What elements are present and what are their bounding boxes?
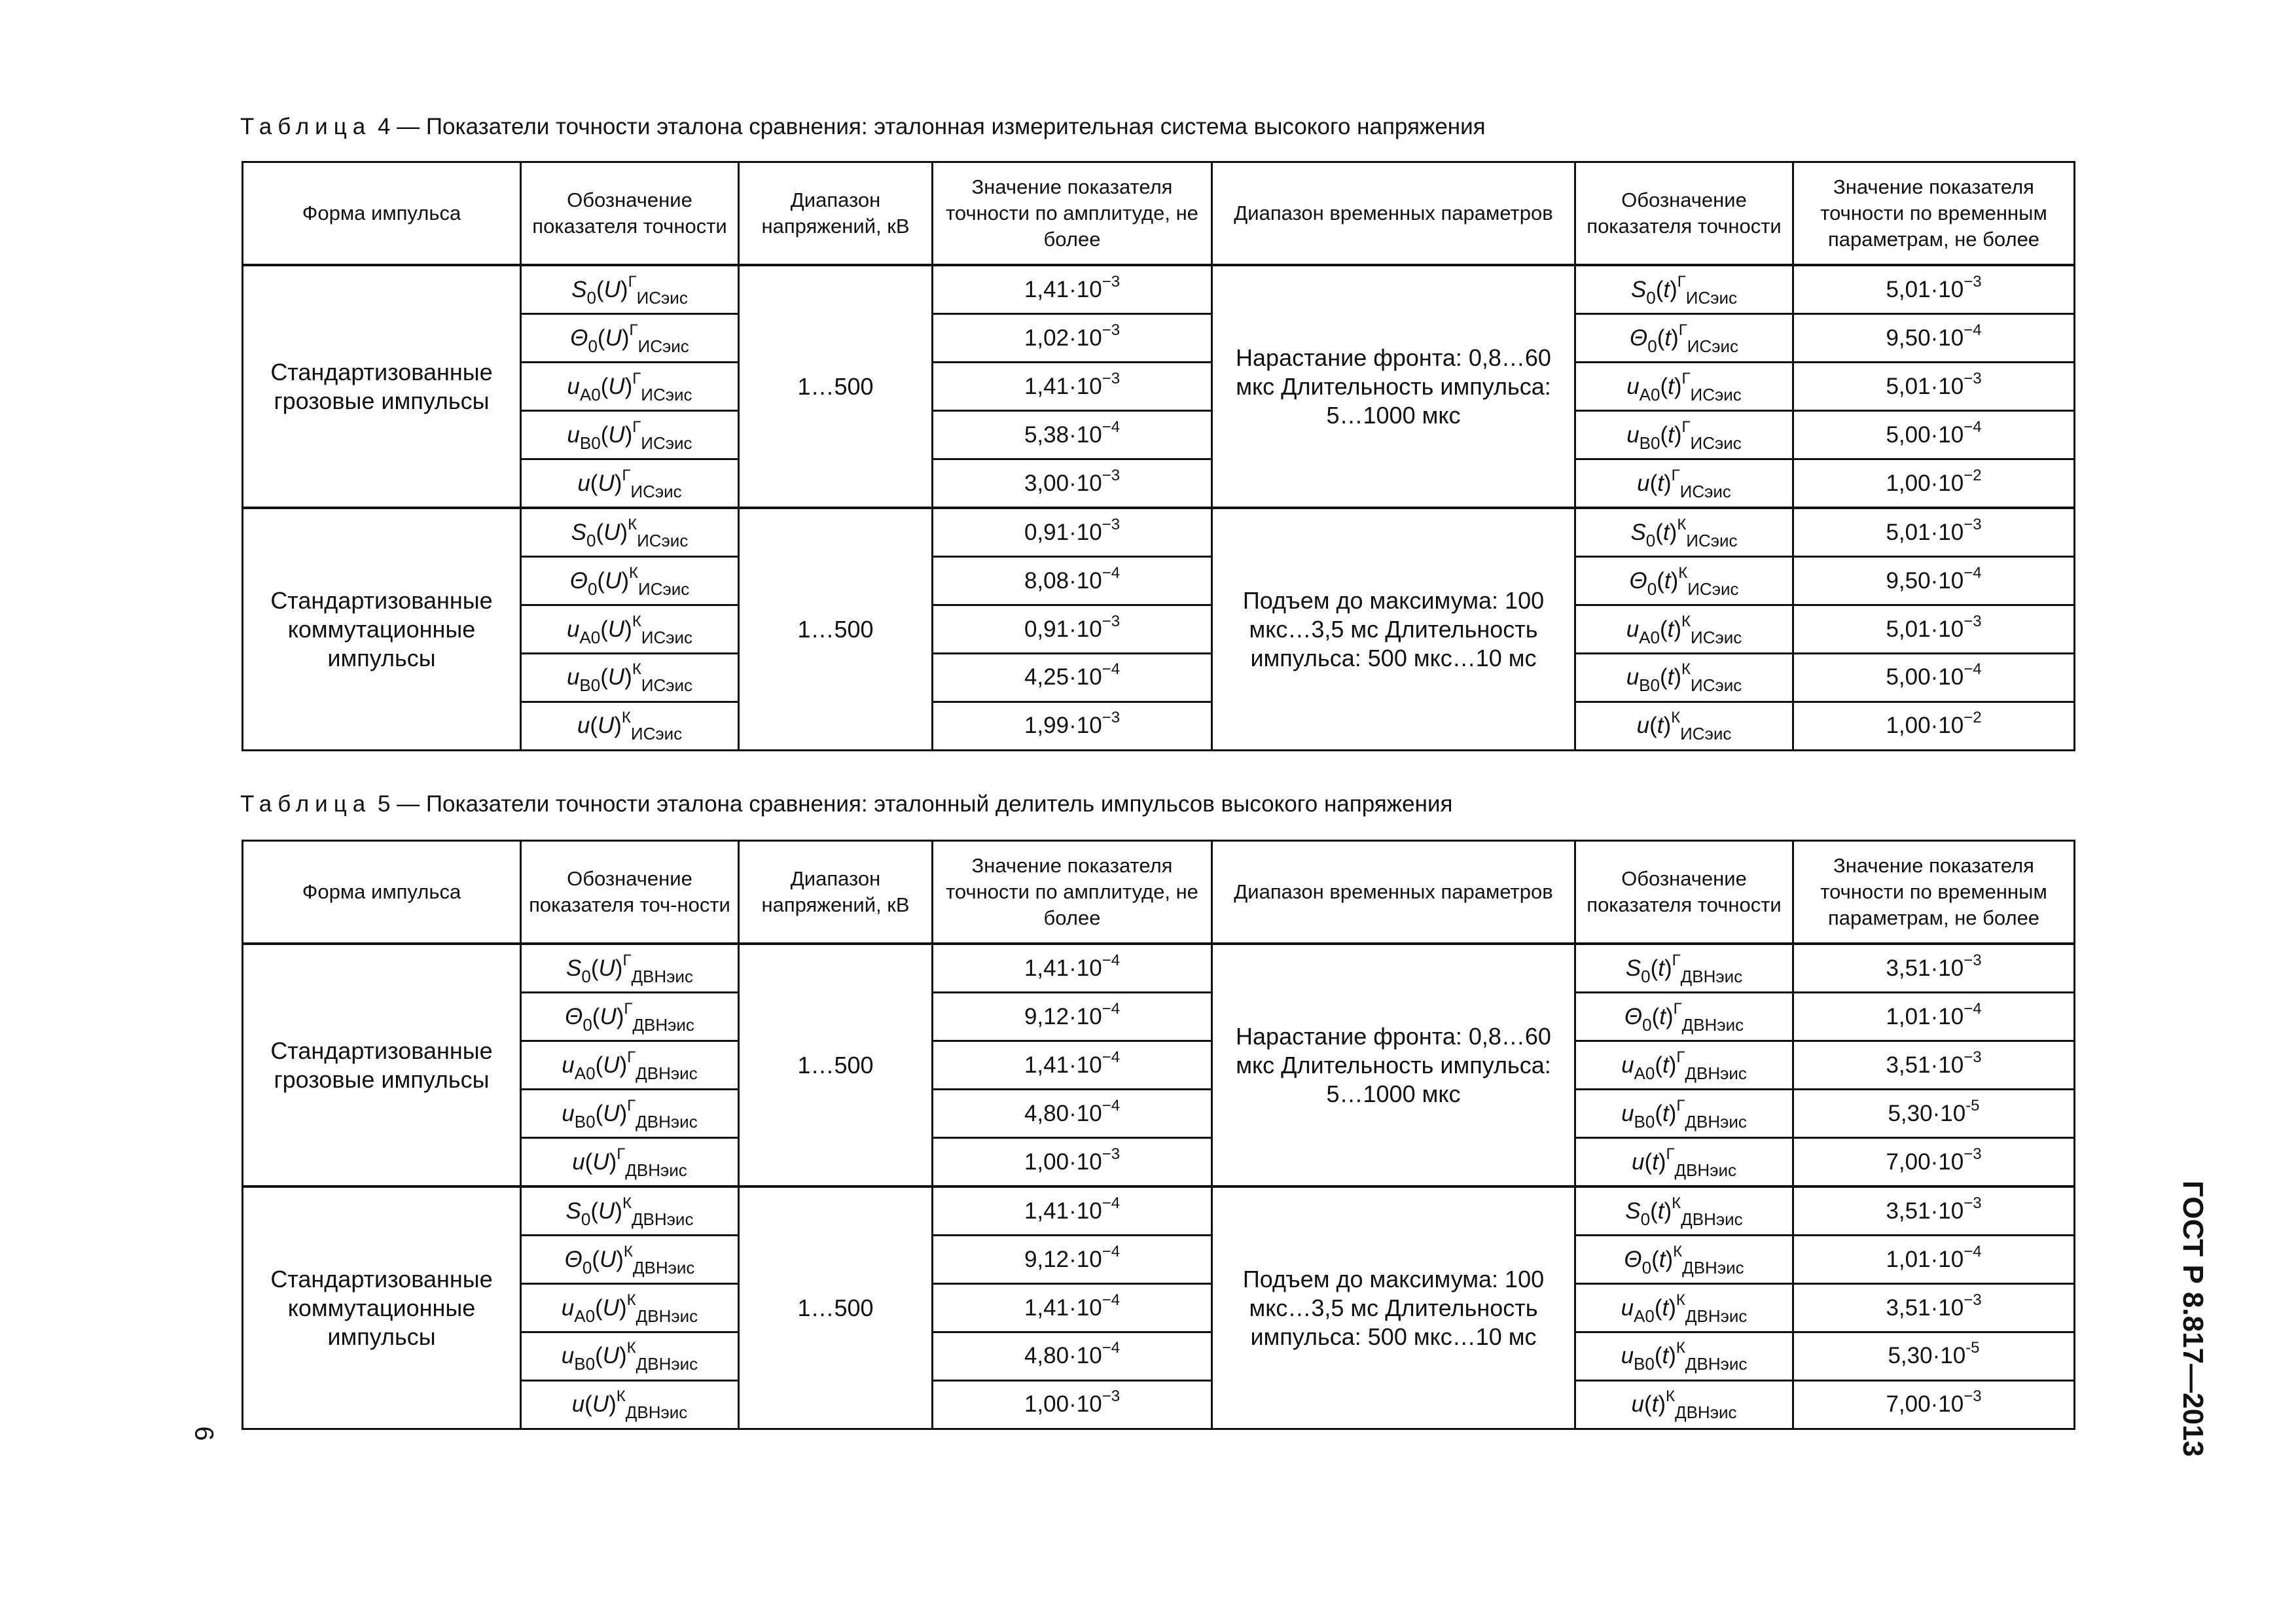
time-accuracy-value: $3,51\cdot 10^{-3}$: [1793, 1186, 2075, 1235]
amplitude-accuracy-value: $4,80\cdot 10^{-4}$: [933, 1090, 1212, 1138]
column-header: Обозначение показателя точности: [521, 162, 739, 266]
time-accuracy-value: $1,01\cdot 10^{-4}$: [1793, 1236, 2075, 1284]
column-header: Обозначение показателя точ-ности: [521, 841, 739, 944]
time-indicator-symbol: $S_0(t)^К_{ДВНэис}$: [1575, 1186, 1793, 1235]
table-4-caption: [240, 113, 1486, 141]
impulse-form-cell: Стандартизованные грозовые импульсы: [243, 265, 521, 508]
time-parameters-cell: Нарастание фронта: 0,8…60 мкс Длительность импульса: 5…1000 мкс: [1212, 265, 1575, 508]
amplitude-indicator-symbol: $u_{B0}(U)^К_{ДВНэис}$: [521, 1332, 739, 1380]
amplitude-accuracy-value: $1,00\cdot 10^{-3}$: [933, 1138, 1212, 1186]
amplitude-accuracy-value: $1,41\cdot 10^{-4}$: [933, 1186, 1212, 1235]
amplitude-accuracy-value: $9,12\cdot 10^{-4}$: [933, 993, 1212, 1041]
time-accuracy-value: $5,01\cdot 10^{-3}$: [1793, 265, 2075, 313]
time-indicator-symbol: $u(t)^Г_{ДВНэис}$: [1575, 1138, 1793, 1186]
column-header: Обозначение показателя точности: [1575, 162, 1793, 266]
time-indicator-symbol: $u_{B0}(t)^К_{ДВНэис}$: [1575, 1332, 1793, 1380]
amplitude-indicator-symbol: $u_{A0}(U)^Г_{ДВНэис}$: [521, 1041, 739, 1090]
time-accuracy-value: $3,51\cdot 10^{-3}$: [1793, 1284, 2075, 1332]
time-accuracy-value: $1,00\cdot 10^{-2}$: [1793, 702, 2075, 750]
table-row: [243, 508, 2075, 556]
time-accuracy-value: $5,30\cdot 10^{-5}$: [1793, 1332, 2075, 1380]
impulse-form-cell: Стандартизованные коммутационные импульсы: [243, 508, 521, 750]
document-code: ГОСТ Р 8.817—2013: [2177, 1181, 2209, 1457]
amplitude-accuracy-value: $0,91\cdot 10^{-3}$: [933, 605, 1212, 654]
table-row: [243, 1186, 2075, 1235]
amplitude-indicator-symbol: $S_0(U)^К_{ИСэис}$: [521, 508, 739, 556]
table-4-caption-label: Таблица: [240, 114, 372, 139]
amplitude-accuracy-value: $4,80\cdot 10^{-4}$: [933, 1332, 1212, 1380]
amplitude-indicator-symbol: $S_0(U)^Г_{ДВНэис}$: [521, 944, 739, 992]
page-number: 6: [189, 1426, 219, 1441]
amplitude-accuracy-value: $9,12\cdot 10^{-4}$: [933, 1236, 1212, 1284]
time-indicator-symbol: $u_{A0}(t)^К_{ИСэис}$: [1575, 605, 1793, 654]
amplitude-indicator-symbol: $u_{B0}(U)^К_{ИСэис}$: [521, 653, 739, 702]
amplitude-accuracy-value: $1,00\cdot 10^{-3}$: [933, 1380, 1212, 1429]
amplitude-indicator-symbol: $u_{A0}(U)^Г_{ИСэис}$: [521, 363, 739, 411]
time-accuracy-value: $9,50\cdot 10^{-4}$: [1793, 557, 2075, 605]
voltage-range-cell: 1…500: [739, 508, 933, 750]
amplitude-indicator-symbol: $\Theta_0(U)^К_{ДВНэис}$: [521, 1236, 739, 1284]
voltage-range-cell: 1…500: [739, 944, 933, 1186]
amplitude-indicator-symbol: $u_{A0}(U)^К_{ДВНэис}$: [521, 1284, 739, 1332]
amplitude-accuracy-value: $8,08\cdot 10^{-4}$: [933, 557, 1212, 605]
time-indicator-symbol: $S_0(t)^Г_{ДВНэис}$: [1575, 944, 1793, 992]
time-indicator-symbol: $\Theta_0(t)^К_{ИСэис}$: [1575, 557, 1793, 605]
time-parameters-cell: Подъем до максимума: 100 мкс…3,5 мс Длительность импульса: 500 мкс…10 мс: [1212, 1186, 1575, 1429]
table-row: [243, 944, 2075, 992]
column-header: Форма импульса: [243, 162, 521, 266]
table-5-caption-label: Таблица: [240, 791, 372, 817]
impulse-form-cell: Стандартизованные грозовые импульсы: [243, 944, 521, 1186]
time-indicator-symbol: $\Theta_0(t)^Г_{ДВНэис}$: [1575, 993, 1793, 1041]
time-accuracy-value: $9,50\cdot 10^{-4}$: [1793, 314, 2075, 363]
time-indicator-symbol: $u(t)^К_{ДВНэис}$: [1575, 1380, 1793, 1429]
amplitude-accuracy-value: $1,02\cdot 10^{-3}$: [933, 314, 1212, 363]
column-header: Форма импульса: [243, 841, 521, 944]
amplitude-accuracy-value: $1,41\cdot 10^{-4}$: [933, 1041, 1212, 1090]
time-indicator-symbol: $u_{B0}(t)^К_{ИСэис}$: [1575, 653, 1793, 702]
amplitude-accuracy-value: $1,41\cdot 10^{-4}$: [933, 1284, 1212, 1332]
time-indicator-symbol: $u_{B0}(t)^Г_{ИСэис}$: [1575, 411, 1793, 459]
amplitude-accuracy-value: $4,25\cdot 10^{-4}$: [933, 653, 1212, 702]
impulse-form-cell: Стандартизованные коммутационные импульсы: [243, 1186, 521, 1429]
time-indicator-symbol: $u(t)^Г_{ИСэис}$: [1575, 459, 1793, 508]
column-header: Диапазон напряжений, кВ: [739, 841, 933, 944]
amplitude-indicator-symbol: $\Theta_0(U)^Г_{ДВНэис}$: [521, 993, 739, 1041]
amplitude-indicator-symbol: $S_0(U)^Г_{ИСэис}$: [521, 265, 739, 313]
table-4-caption-text: 4 — Показатели точности эталона сравнения: эталонная измерительная система высокого напряжения: [377, 114, 1486, 139]
time-accuracy-value: $1,00\cdot 10^{-2}$: [1793, 459, 2075, 508]
time-accuracy-value: $5,01\cdot 10^{-3}$: [1793, 363, 2075, 411]
amplitude-indicator-symbol: $u(U)^К_{ДВНэис}$: [521, 1380, 739, 1429]
amplitude-indicator-symbol: $u_{B0}(U)^Г_{ИСэис}$: [521, 411, 739, 459]
amplitude-indicator-symbol: $u(U)^Г_{ИСэис}$: [521, 459, 739, 508]
voltage-range-cell: 1…500: [739, 265, 933, 508]
column-header: Значение показателя точности по временным параметрам, не более: [1793, 162, 2075, 266]
time-accuracy-value: $5,00\cdot 10^{-4}$: [1793, 411, 2075, 459]
header-row: [243, 841, 2075, 944]
table-5-caption: [240, 790, 1452, 819]
amplitude-indicator-symbol: $u(U)^Г_{ДВНэис}$: [521, 1138, 739, 1186]
time-parameters-cell: Нарастание фронта: 0,8…60 мкс Длительность импульса: 5…1000 мкс: [1212, 944, 1575, 1186]
column-header: Значение показателя точности по временным параметрам, не более: [1793, 841, 2075, 944]
amplitude-indicator-symbol: $u_{B0}(U)^Г_{ДВНэис}$: [521, 1090, 739, 1138]
time-indicator-symbol: $S_0(t)^К_{ИСэис}$: [1575, 508, 1793, 556]
time-accuracy-value: $5,30\cdot 10^{-5}$: [1793, 1090, 2075, 1138]
column-header: Значение показателя точности по амплитуде, не более: [933, 162, 1212, 266]
time-indicator-symbol: $u(t)^К_{ИСэис}$: [1575, 702, 1793, 750]
time-accuracy-value: $5,01\cdot 10^{-3}$: [1793, 508, 2075, 556]
amplitude-accuracy-value: $1,41\cdot 10^{-3}$: [933, 363, 1212, 411]
time-indicator-symbol: $\Theta_0(t)^К_{ДВНэис}$: [1575, 1236, 1793, 1284]
column-header: Обозначение показателя точности: [1575, 841, 1793, 944]
amplitude-indicator-symbol: $\Theta_0(U)^Г_{ИСэис}$: [521, 314, 739, 363]
time-accuracy-value: $5,00\cdot 10^{-4}$: [1793, 653, 2075, 702]
time-accuracy-value: $5,01\cdot 10^{-3}$: [1793, 605, 2075, 654]
amplitude-indicator-symbol: $\Theta_0(U)^К_{ИСэис}$: [521, 557, 739, 605]
column-header: Диапазон временных параметров: [1212, 841, 1575, 944]
time-indicator-symbol: $u_{B0}(t)^Г_{ДВНэис}$: [1575, 1090, 1793, 1138]
time-accuracy-value: $1,01\cdot 10^{-4}$: [1793, 993, 2075, 1041]
time-accuracy-value: $3,51\cdot 10^{-3}$: [1793, 1041, 2075, 1090]
amplitude-accuracy-value: $1,41\cdot 10^{-4}$: [933, 944, 1212, 992]
time-indicator-symbol: $u_{A0}(t)^К_{ДВНэис}$: [1575, 1284, 1793, 1332]
table-row: [243, 265, 2075, 313]
time-indicator-symbol: $S_0(t)^Г_{ИСэис}$: [1575, 265, 1793, 313]
time-accuracy-value: $7,00\cdot 10^{-3}$: [1793, 1138, 2075, 1186]
time-parameters-cell: Подъем до максимума: 100 мкс…3,5 мс Длительность импульса: 500 мкс…10 мс: [1212, 508, 1575, 750]
time-accuracy-value: $7,00\cdot 10^{-3}$: [1793, 1380, 2075, 1429]
header-row: [243, 162, 2075, 266]
column-header: Диапазон напряжений, кВ: [739, 162, 933, 266]
time-indicator-symbol: $u_{A0}(t)^Г_{ИСэис}$: [1575, 363, 1793, 411]
amplitude-accuracy-value: $3,00\cdot 10^{-3}$: [933, 459, 1212, 508]
amplitude-accuracy-value: $1,99\cdot 10^{-3}$: [933, 702, 1212, 750]
amplitude-indicator-symbol: $u_{A0}(U)^К_{ИСэис}$: [521, 605, 739, 654]
amplitude-accuracy-value: $5,38\cdot 10^{-4}$: [933, 411, 1212, 459]
amplitude-indicator-symbol: $u(U)^К_{ИСэис}$: [521, 702, 739, 750]
time-accuracy-value: $3,51\cdot 10^{-3}$: [1793, 944, 2075, 992]
column-header: Значение показателя точности по амплитуде, не более: [933, 841, 1212, 944]
voltage-range-cell: 1…500: [739, 1186, 933, 1429]
amplitude-accuracy-value: $1,41\cdot 10^{-3}$: [933, 265, 1212, 313]
time-indicator-symbol: $u_{A0}(t)^Г_{ДВНэис}$: [1575, 1041, 1793, 1090]
table-5-caption-text: 5 — Показатели точности эталона сравнения: эталонный делитель импульсов высокого напряжения: [377, 791, 1453, 817]
column-header: Диапазон временных параметров: [1212, 162, 1575, 266]
time-indicator-symbol: $\Theta_0(t)^Г_{ИСэис}$: [1575, 314, 1793, 363]
amplitude-indicator-symbol: $S_0(U)^К_{ДВНэис}$: [521, 1186, 739, 1235]
table-5: [242, 840, 2075, 1430]
amplitude-accuracy-value: $0,91\cdot 10^{-3}$: [933, 508, 1212, 556]
table-4: [242, 161, 2075, 751]
